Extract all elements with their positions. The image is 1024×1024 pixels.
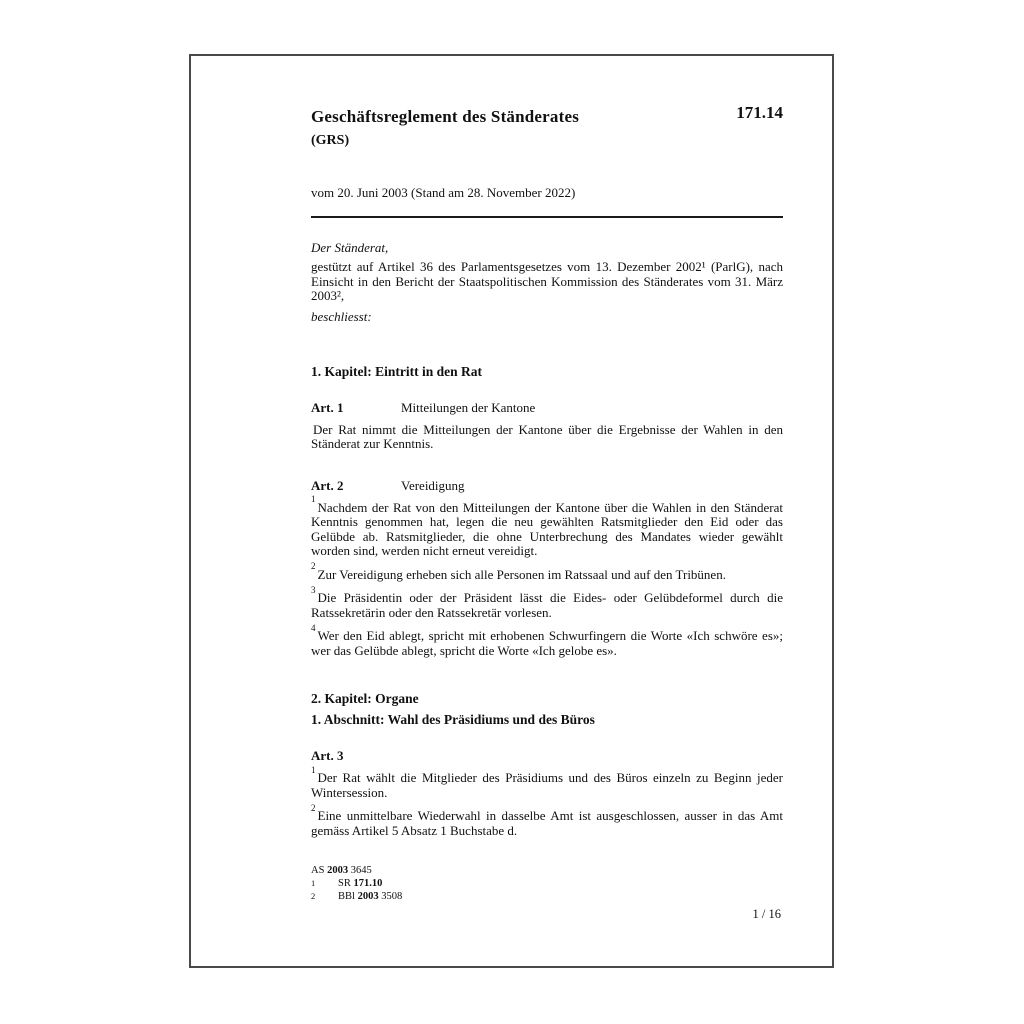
article-2-paragraph-3 bbox=[311, 584, 783, 620]
footnote-block bbox=[311, 864, 783, 903]
fn-suffix: 3508 bbox=[381, 891, 403, 903]
fn-prefix: AS bbox=[311, 865, 325, 877]
paragraph-text: Der Rat wählt die Mitglieder des Präsidiums und des Büros einzeln zu Beginn jeder Wintersession. bbox=[311, 770, 783, 800]
fn-bold-part: 171.10 bbox=[353, 878, 383, 890]
chapter-2-heading: 2. Kapitel: Organe bbox=[311, 691, 419, 707]
header-divider bbox=[311, 216, 783, 218]
paragraph-marker: 4 bbox=[311, 622, 316, 633]
article-2-paragraph-1 bbox=[311, 494, 783, 559]
paragraph-text: Zur Vereidigung erheben sich alle Personen im Ratssaal und auf den Tribünen. bbox=[317, 566, 726, 582]
article-3-heading bbox=[311, 748, 783, 763]
article-3-label: Art. 3 bbox=[311, 748, 344, 764]
article-1-title: Mitteilungen der Kantone bbox=[401, 399, 536, 415]
doc-number: 171.14 bbox=[736, 103, 783, 122]
section-1-heading: 1. Abschnitt: Wahl des Präsidiums und des Büros bbox=[311, 712, 595, 728]
paragraph-marker: 2 bbox=[311, 561, 316, 572]
footnote-1 bbox=[311, 877, 783, 890]
preamble-decision: beschliesst: bbox=[311, 308, 372, 324]
article-2-paragraph-2 bbox=[311, 561, 783, 583]
document-page bbox=[189, 54, 834, 968]
article-2-paragraph-4 bbox=[311, 622, 783, 658]
page-title: Geschäftsreglement des Ständerates bbox=[311, 107, 580, 126]
footnote-2-marker: 2 bbox=[311, 891, 316, 902]
chapter-1-heading: 1. Kapitel: Eintritt in den Rat bbox=[311, 363, 482, 379]
preamble-actor: Der Ständerat, bbox=[311, 240, 389, 255]
preamble-basis: gestützt auf Artikel 36 des Parlamentsgesetzes vom 13. Dezember 2002¹ (ParlG), nach Einsicht in den Bericht der Staatspolitischen Kommission des Ständerates vom 31. März 2003², bbox=[311, 259, 783, 304]
article-3-paragraph-1 bbox=[311, 764, 783, 800]
fn-prefix: SR bbox=[338, 878, 351, 890]
paragraph-text: Nachdem der Rat von den Mitteilungen der Kantone über die Wahlen in den Ständerat Kenntnis genommen hat, legen die neu gewählten Ratsmitglieder den Eid oder das Gelübde ab. Ratsmitglieder, die ohne Unterbrechung des Mandates wieder gewählt worden sind, werden nicht erneut vereidigt. bbox=[311, 499, 783, 559]
article-1-label: Art. 1 bbox=[311, 399, 344, 415]
doc-abbreviation: (GRS) bbox=[311, 133, 350, 148]
article-3-paragraph-2 bbox=[311, 802, 783, 838]
paragraph-text: Der Rat nimmt die Mitteilungen der Kantone über die Ergebnisse der Wahlen in den Ständerat zur Kenntnis. bbox=[311, 421, 783, 452]
article-2-label: Art. 2 bbox=[311, 477, 344, 493]
footnote-2 bbox=[311, 890, 783, 903]
paragraph-marker: 3 bbox=[311, 584, 316, 595]
fn-suffix: 3645 bbox=[350, 865, 372, 877]
article-2-heading bbox=[311, 478, 783, 493]
fn-bold-part: 2003 bbox=[327, 865, 349, 877]
article-1-heading bbox=[311, 400, 783, 415]
fn-prefix: BBl bbox=[338, 891, 355, 903]
footnote-1-text bbox=[338, 877, 382, 890]
footnote-1-marker: 1 bbox=[311, 878, 316, 889]
article-1-paragraph bbox=[311, 423, 783, 452]
paragraph-marker: 1 bbox=[311, 764, 316, 775]
page-content bbox=[311, 56, 783, 903]
document-header bbox=[311, 103, 783, 149]
footnote-as-reference bbox=[311, 864, 783, 877]
paragraph-text: Eine unmittelbare Wiederwahl in dasselbe Amt ist ausgeschlossen, ausser in das Amt gemäss Artikel 5 Absatz 1 Buchstabe d. bbox=[311, 808, 783, 838]
paragraph-text: Die Präsidentin oder der Präsident lässt die Eides- oder Gelübdeformel durch die Ratssekretärin oder den Ratssekretär vorlesen. bbox=[311, 590, 783, 620]
paragraph-text: Wer den Eid ablegt, spricht mit erhobenen Schwurfingern die Worte «Ich schwöre es»; wer das Gelübde ablegt, spricht die Worte «Ich gelobe es». bbox=[311, 628, 783, 658]
paragraph-marker: 2 bbox=[311, 802, 316, 813]
footnote-2-text bbox=[338, 890, 402, 903]
page-number: 1 / 16 bbox=[752, 907, 781, 921]
fn-bold-part: 2003 bbox=[357, 891, 379, 903]
article-2-title: Vereidigung bbox=[401, 477, 465, 493]
paragraph-marker: 1 bbox=[311, 494, 316, 505]
date-status-line: vom 20. Juni 2003 (Stand am 28. November 2022) bbox=[311, 185, 576, 200]
